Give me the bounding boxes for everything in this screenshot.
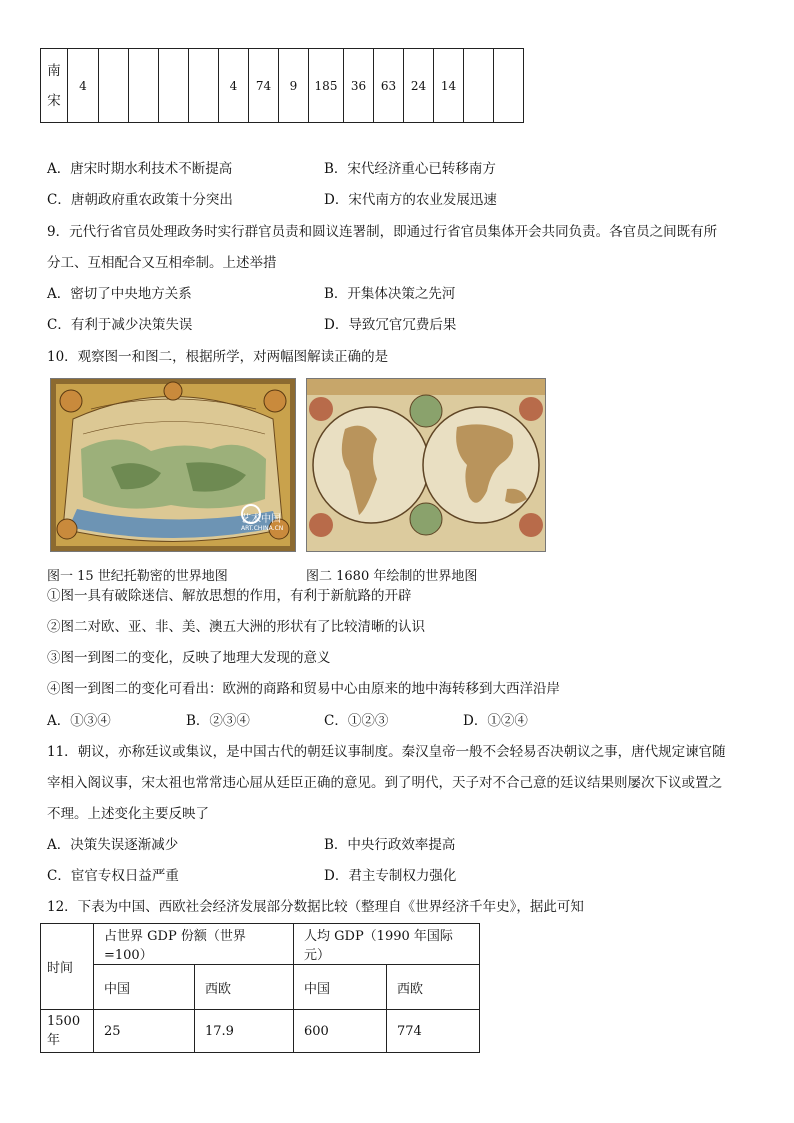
table-cell: 9 bbox=[279, 49, 309, 123]
watermark-subtitle: ART.CHINA.CN bbox=[241, 525, 284, 532]
table-cell bbox=[189, 49, 219, 123]
world-map-1680-illustration bbox=[307, 379, 545, 551]
q10-statement-2: ②图二对欧、亚、非、美、澳五大洲的形状有了比较清晰的认识 bbox=[47, 619, 425, 635]
map1-caption: 图一 15 世纪托勒密的世界地图 bbox=[47, 569, 228, 584]
q10-option-a: A．①③④ bbox=[47, 713, 111, 729]
table-cell bbox=[159, 49, 189, 123]
q8-option-b: B．宋代经济重心已转移南方 bbox=[324, 161, 496, 177]
gdp-share-header: 占世界 GDP 份额（世界=100） bbox=[94, 924, 294, 965]
q10-option-d: D．①②④ bbox=[463, 713, 528, 729]
map2-caption: 图二 1680 年绘制的世界地图 bbox=[306, 569, 478, 584]
q10-statement-1: ①图一具有破除迷信、解放思想的作用，有利于新航路的开辟 bbox=[47, 588, 412, 604]
per-capita-header: 人均 GDP（1990 年国际元） bbox=[294, 924, 480, 965]
top-data-table bbox=[40, 48, 524, 123]
q8-option-d: D．宋代南方的农业发展迅速 bbox=[324, 192, 497, 208]
table-row bbox=[41, 1010, 480, 1053]
q10-statement-4: ④图一到图二的变化可看出：欧洲的商路和贸易中心由原来的地中海转移到大西洋沿岸 bbox=[47, 681, 560, 697]
q8-option-a: A．唐宋时期水利技术不断提高 bbox=[47, 161, 233, 177]
q11-stem-line2: 宰相入阁议事，宋太祖也常常违心屈从廷臣正确的意见。到了明代，天子对不合己意的廷议结果则屡次下议或置之 bbox=[47, 775, 722, 791]
table-cell bbox=[99, 49, 129, 123]
table-row bbox=[41, 965, 480, 1010]
q9-option-b: B．开集体决策之先河 bbox=[324, 286, 456, 302]
table-cell: 4 bbox=[68, 49, 99, 123]
q9-option-d: D．导致冗官冗费后果 bbox=[324, 317, 457, 333]
q10-option-b: B．②③④ bbox=[186, 713, 250, 729]
table-cell bbox=[494, 49, 524, 123]
table-cell bbox=[129, 49, 159, 123]
q9-option-c: C．有利于减少决策失误 bbox=[47, 317, 193, 333]
world-map-1680-image bbox=[306, 378, 546, 552]
row-label-char: 宋 bbox=[47, 92, 61, 109]
table-cell: 24 bbox=[404, 49, 434, 123]
table-cell: 74 bbox=[249, 49, 279, 123]
table-cell: 185 bbox=[309, 49, 344, 123]
q11-option-d: D．君主专制权力强化 bbox=[324, 868, 457, 884]
row-pc-china: 600 bbox=[294, 1010, 387, 1053]
table-cell: 4 bbox=[219, 49, 249, 123]
pc-west-europe-header: 西欧 bbox=[387, 965, 480, 1010]
q9-stem-line1: 9．元代行省官员处理政务时实行群官员责和圆议连署制，即通过行省官员集体开会共同负责。各官员之间既有所 bbox=[47, 224, 718, 240]
gdp-comparison-table bbox=[40, 923, 480, 1053]
watermark-title: 艺术中国 bbox=[241, 514, 281, 525]
q10-stem: 10．观察图一和图二，根据所学，对两幅图解读正确的是 bbox=[47, 349, 389, 365]
q10-statement-3: ③图一到图二的变化，反映了地理大发现的意义 bbox=[47, 650, 331, 666]
q9-stem-line2: 分工、互相配合又互相牵制。上述举措 bbox=[47, 255, 277, 271]
q9-option-a: A．密切了中央地方关系 bbox=[47, 286, 192, 302]
map-watermark bbox=[241, 515, 283, 533]
row-gdp-west-europe: 17.9 bbox=[195, 1010, 294, 1053]
q8-option-c: C．唐朝政府重农政策十分突出 bbox=[47, 192, 233, 208]
q11-option-b: B．中央行政效率提高 bbox=[324, 837, 456, 853]
table-cell: 14 bbox=[434, 49, 464, 123]
ptolemy-map-image bbox=[50, 378, 296, 552]
gdp-west-europe-header: 西欧 bbox=[195, 965, 294, 1010]
row-pc-west-europe: 774 bbox=[387, 1010, 480, 1053]
gdp-china-header: 中国 bbox=[94, 965, 195, 1010]
table-cell bbox=[464, 49, 494, 123]
table-cell: 63 bbox=[374, 49, 404, 123]
q11-stem-line1: 11．朝议，亦称廷议或集议，是中国古代的朝廷议事制度。秦汉皇帝一般不会轻易否决朝议之事，唐代规定谏官随 bbox=[47, 744, 726, 760]
row-gdp-china: 25 bbox=[94, 1010, 195, 1053]
q11-option-a: A．决策失误逐渐减少 bbox=[47, 837, 179, 853]
q11-option-c: C．宦官专权日益严重 bbox=[47, 868, 179, 884]
table-row bbox=[41, 49, 524, 123]
pc-china-header: 中国 bbox=[294, 965, 387, 1010]
row-label-char: 南 bbox=[47, 62, 61, 79]
q12-stem: 12．下表为中国、西欧社会经济发展部分数据比较（整理自《世界经济千年史》，据此可知 bbox=[47, 899, 584, 915]
q10-option-c: C．①②③ bbox=[324, 713, 389, 729]
row-label bbox=[41, 49, 68, 123]
row-time: 1500 年 bbox=[41, 1010, 94, 1053]
time-header: 时间 bbox=[41, 924, 94, 1010]
q11-stem-line3: 不理。上述变化主要反映了 bbox=[47, 806, 209, 822]
table-cell: 36 bbox=[344, 49, 374, 123]
table-row bbox=[41, 924, 480, 965]
